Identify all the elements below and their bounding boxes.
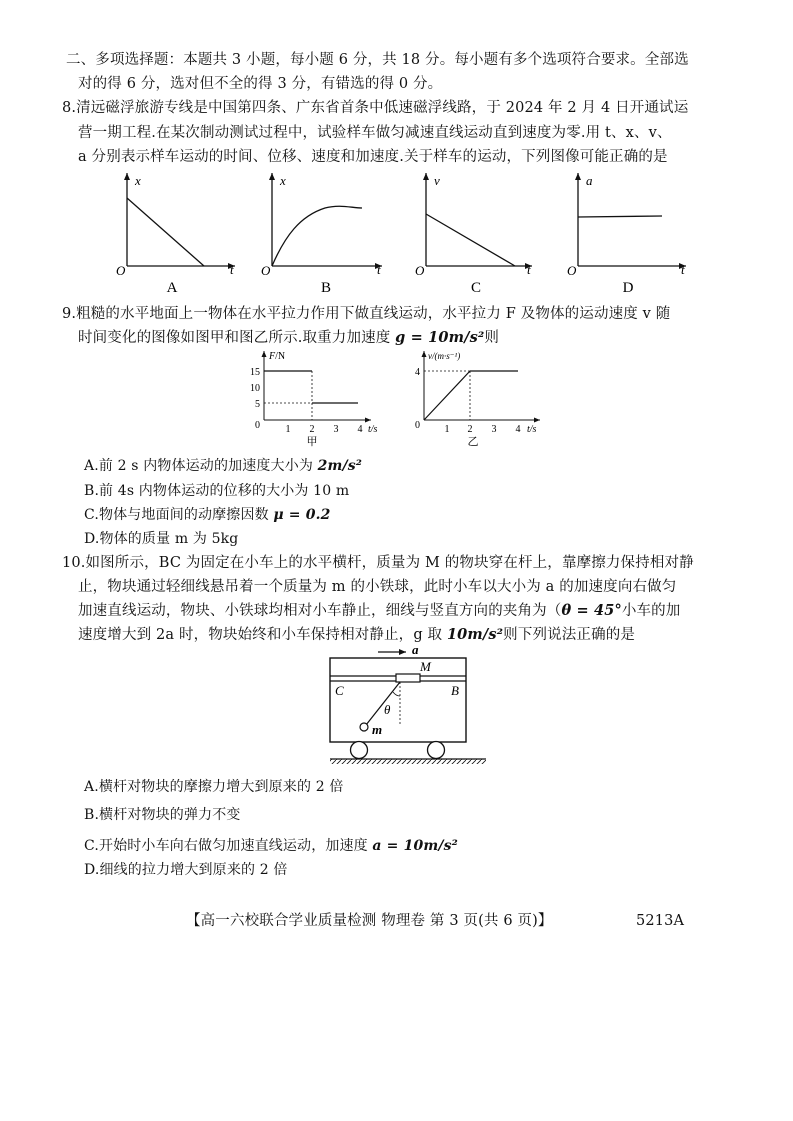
block-m <box>396 674 420 682</box>
graph-yi-v-ramp <box>424 371 470 420</box>
graph-jia-xtick-2: 2 <box>309 424 315 435</box>
graph-d-ylabel: a <box>586 173 593 188</box>
q10-cart-figure <box>326 640 490 770</box>
q10-g-value: 10m/s² <box>446 626 504 643</box>
q9-gravity-value: g = 10m/s² <box>395 329 485 346</box>
graph-jia-ylabel-text: /N <box>275 351 286 362</box>
block-label: M <box>420 659 431 674</box>
graph-d-xlabel: t <box>681 262 685 277</box>
q8-graph-c <box>415 173 532 296</box>
graph-jia-ytick-10: 10 <box>250 383 260 394</box>
q8-graph-b <box>261 173 382 296</box>
q8-graph-a <box>116 173 235 296</box>
q10-line-3-text: 加速直线运动，物块、小铁球均相对小车静止，细线与竖直方向的夹角为（ <box>78 603 562 619</box>
graph-c-origin: O <box>415 263 425 278</box>
graph-jia-ylabel: F/N <box>269 351 286 362</box>
q10-line-4-end: 则下列说法正确的是 <box>503 627 636 643</box>
q9-option-a-value: 2m/s² <box>317 458 363 474</box>
graph-b-curve <box>272 206 362 266</box>
point-b-label: B <box>451 683 459 698</box>
graph-c-label: C <box>470 280 482 296</box>
graph-yi-xtick-1: 1 <box>444 424 450 435</box>
theta-label: θ <box>384 702 391 717</box>
angle-arc <box>393 692 400 696</box>
graph-c-ylabel: v <box>434 173 440 188</box>
q10-option-b: B.横杆对物块的弹力不变 <box>84 807 241 823</box>
graph-b-label: B <box>320 280 332 296</box>
q10-option-c <box>84 836 458 856</box>
q8-line-2: 营一期工程.在某次制动测试过程中，试验样车做匀减速直线运动直到速度为零.用 t、x、v、 <box>78 125 672 141</box>
q9-option-c-text: C.物体与地面间的动摩擦因数 <box>84 507 274 523</box>
section-header-line-2: 对的得 6 分，选对但不全的得 3 分，有错选的得 0 分。 <box>78 76 443 92</box>
graph-a-label: A <box>166 280 178 296</box>
graph-c-xlabel: t <box>527 262 531 277</box>
q10-line-3 <box>78 601 680 621</box>
page-code: 5213A <box>636 913 685 929</box>
graph-d-origin: O <box>567 263 577 278</box>
q8-line-3: a 分别表示样车运动的时间、位移、速度和加速度.关于样车的运动，下列图像可能正确的是 <box>78 149 668 165</box>
q9-line-2-text: 时间变化的图像如图甲和图乙所示.取重力加速度 <box>78 330 396 346</box>
q9-option-a-text: A.前 2 s 内物体运动的加速度大小为 <box>84 458 318 474</box>
graph-yi <box>415 351 540 448</box>
q10-option-c-value: a = 10m/s² <box>372 838 458 854</box>
graph-yi-xtick-2: 2 <box>467 424 473 435</box>
q10-option-d: D.细线的拉力增大到原来的 2 倍 <box>84 862 288 878</box>
q10-line-1: 10.如图所示，BC 为固定在小车上的水平横杆，质量为 M 的物块穿在杆上，靠摩擦力保持相对静 <box>62 555 694 571</box>
graph-d-label: D <box>622 280 634 296</box>
graph-yi-caption: 乙 <box>467 436 479 448</box>
q9-option-d: D.物体的质量 m 为 5kg <box>84 531 239 547</box>
q8-graphs <box>100 168 700 298</box>
ball-label: m <box>372 722 383 737</box>
graph-a-origin: O <box>116 263 126 278</box>
cart-body <box>330 658 466 742</box>
q9-line-2-end: 则 <box>484 330 500 346</box>
graph-jia-ytick-0: 0 <box>255 420 260 431</box>
graph-jia-ytick-15: 15 <box>250 367 260 378</box>
q9-line-1: 9.粗糙的水平地面上一物体在水平拉力作用下做直线运动，水平拉力 F 及物体的运动速度 v 随 <box>62 306 671 322</box>
q10-line-3-end: 小车的加 <box>621 603 681 619</box>
acceleration-label: a <box>412 642 419 657</box>
graph-a-xlabel: t <box>230 262 234 277</box>
graph-jia-ytick-5: 5 <box>255 399 260 410</box>
wheel-right <box>428 742 445 759</box>
q10-theta-value: θ = 45° <box>561 602 622 619</box>
graph-b-xlabel: t <box>377 262 381 277</box>
section-header-line-1: 二、多项选择题：本题共 3 小题，每小题 6 分，共 18 分。每小题有多个选项符合要求。全部选 <box>66 52 689 68</box>
q9-option-c <box>84 505 331 525</box>
graph-yi-xtick-4: 4 <box>515 424 521 435</box>
page-footer: 【高一六校联合学业质量检测 物理卷 第 3 页(共 6 页)】 <box>186 913 553 929</box>
graph-jia <box>250 351 378 448</box>
graph-jia-xtick-4: 4 <box>357 424 363 435</box>
graph-yi-ylabel: v/(m·s⁻¹) <box>428 351 461 361</box>
q9-graphs <box>236 348 556 450</box>
q10-line-4-text: 速度增大到 2a 时，物块始终和小车保持相对静止，g 取 <box>78 627 447 643</box>
graph-yi-xtick-3: 3 <box>491 424 497 435</box>
string <box>366 682 400 725</box>
graph-b-ylabel: x <box>280 173 286 188</box>
graph-yi-xlabel: t/s <box>527 424 537 435</box>
wheel-left <box>351 742 368 759</box>
q10-option-c-text: C.开始时小车向右做匀加速直线运动，加速度 <box>84 838 373 854</box>
graph-jia-xlabel: t/s <box>368 424 378 435</box>
graph-a-curve <box>127 198 204 266</box>
graph-jia-caption: 甲 <box>306 436 318 448</box>
q8-line-1: 8.清远磁浮旅游专线是中国第四条、广东省首条中低速磁浮线路，于 2024 年 2 月 4 日开通试运 <box>62 100 689 116</box>
graph-yi-ytick-4: 4 <box>415 367 420 378</box>
graph-yi-ytick-0: 0 <box>415 420 420 431</box>
point-c-label: C <box>335 683 344 698</box>
graph-b-origin: O <box>261 263 271 278</box>
q9-line-2 <box>78 328 499 348</box>
graph-jia-xtick-1: 1 <box>285 424 291 435</box>
q9-option-b: B.前 4s 内物体运动的位移的大小为 10 m <box>84 483 350 499</box>
q10-option-a: A.横杆对物块的摩擦力增大到原来的 2 倍 <box>84 779 344 795</box>
ground-hatch <box>330 759 486 764</box>
q10-line-2: 止，物块通过轻细线悬吊着一个质量为 m 的小铁球，此时小车以大小为 a 的加速度向右做匀 <box>78 579 677 595</box>
graph-d-curve <box>578 216 662 217</box>
q8-graph-d <box>567 173 686 296</box>
graph-jia-xtick-3: 3 <box>333 424 339 435</box>
q9-option-a <box>84 456 362 476</box>
q9-option-c-value: μ = 0.2 <box>273 507 331 523</box>
iron-ball <box>360 723 368 731</box>
graph-a-ylabel: x <box>135 173 141 188</box>
graph-c-curve <box>426 214 515 266</box>
